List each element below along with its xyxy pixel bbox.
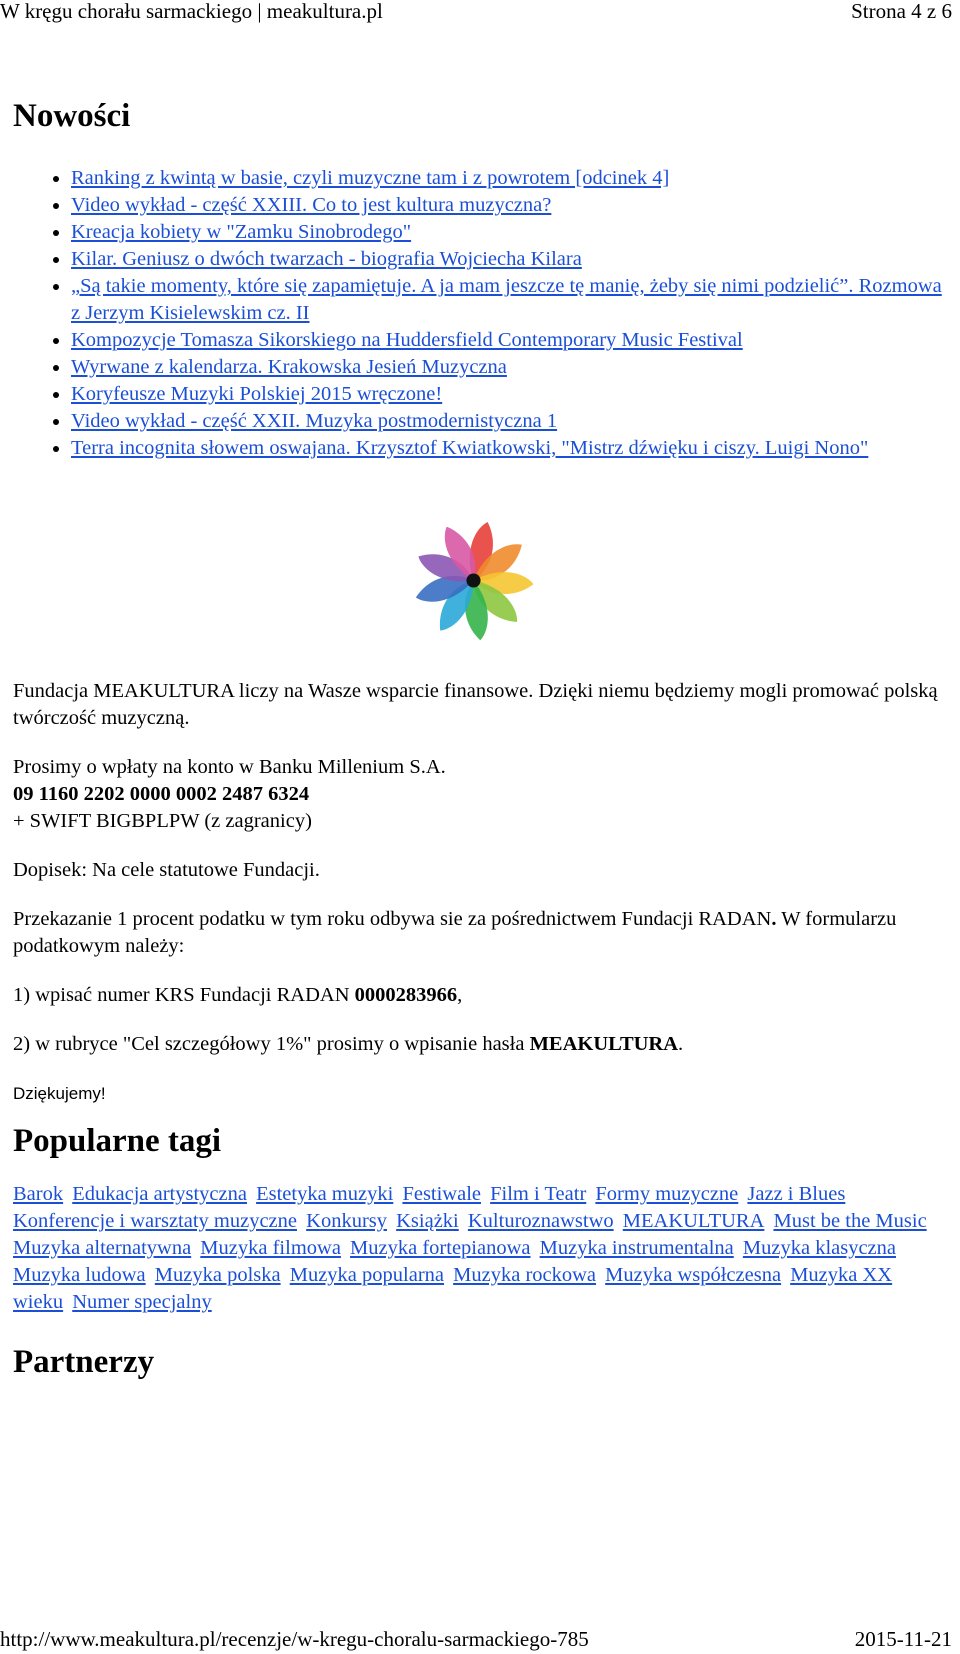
bank-line: Prosimy o wpłaty na konto w Banku Millenium S.A. <box>13 756 446 778</box>
partners-heading: Partnerzy <box>13 1344 155 1380</box>
news-item <box>71 435 943 462</box>
tag-link[interactable]: Muzyka XX wieku <box>13 1264 893 1313</box>
page-number: Strona 4 z 6 <box>851 0 952 23</box>
news-link[interactable]: Koryfeusze Muzyki Polskiej 2015 wręczone! <box>71 383 443 405</box>
news-link[interactable]: Kompozycje Tomasza Sikorskiego na Huddersfield Contemporary Music Festival <box>71 329 743 351</box>
purpose-keyword: MEAKULTURA <box>529 1033 679 1055</box>
tag-link[interactable]: Barok <box>13 1183 64 1205</box>
news-heading: Nowości <box>13 98 131 134</box>
tag-link[interactable]: Kulturoznawstwo <box>467 1210 614 1232</box>
news-link[interactable]: Video wykład - część XXIII. Co to jest kultura muzyczna? <box>71 194 552 216</box>
tag-link[interactable]: Muzyka alternatywna <box>13 1237 192 1259</box>
tag-link[interactable]: Numer specjalny <box>72 1291 212 1313</box>
tag-link[interactable]: Muzyka instrumentalna <box>539 1237 734 1259</box>
news-item <box>71 408 943 435</box>
logo-center <box>466 573 480 587</box>
page-url: http://www.meakultura.pl/recenzje/w-kregu-choralu-sarmackiego-785 <box>0 1627 589 1651</box>
account-number: 09 1160 2202 0000 0002 2487 6324 <box>13 783 310 805</box>
print-footer <box>0 1628 960 1654</box>
news-link[interactable]: Video wykład - część XXII. Muzyka postmodernistyczna 1 <box>71 410 558 432</box>
news-item <box>71 219 943 246</box>
tag-link[interactable]: Must be the Music <box>773 1210 927 1232</box>
tag-link[interactable]: Formy muzyczne <box>595 1183 739 1205</box>
tag-link[interactable]: Muzyka ludowa <box>13 1264 146 1286</box>
tag-link[interactable]: Muzyka współczesna <box>605 1264 782 1286</box>
tax-paragraph <box>13 906 943 960</box>
tag-link[interactable]: Film i Teatr <box>490 1183 587 1205</box>
purpose-text: 2) w rubryce "Cel szczegółowy 1%" prosimy o wpisanie hasła <box>13 1033 530 1055</box>
tax-text: Przekazanie 1 procent podatku w tym roku odbywa sie za pośrednictwem Fundacji RADAN <box>13 908 772 930</box>
tags-heading: Popularne tagi <box>13 1123 222 1159</box>
meakultura-flower-logo-icon <box>411 518 536 643</box>
tag-link[interactable]: Konkursy <box>306 1210 387 1232</box>
tag-link[interactable]: Muzyka rockowa <box>453 1264 597 1286</box>
krs-paragraph <box>13 982 943 1009</box>
tax-text-2: W formularzu podatkowym należy: <box>13 908 897 957</box>
news-link[interactable]: Wyrwane z kalendarza. Krakowska Jesień Muzyczna <box>71 356 507 378</box>
purpose-dot: . <box>678 1033 684 1055</box>
tag-link[interactable]: Muzyka klasyczna <box>742 1237 897 1259</box>
news-link[interactable]: Terra incognita słowem oswajana. Krzysztof Kwiatkowski, "Mistrz dźwięku i ciszy. Luigi Nono" <box>71 437 869 459</box>
tax-dot: . <box>771 908 777 930</box>
tag-link[interactable]: Muzyka polska <box>154 1264 281 1286</box>
news-item <box>71 327 943 354</box>
krs-text: 1) wpisać numer KRS Fundacji RADAN <box>13 984 355 1006</box>
purpose-paragraph <box>13 1031 943 1058</box>
tag-link[interactable]: Jazz i Blues <box>747 1183 846 1205</box>
tag-link[interactable]: Festiwale <box>402 1183 482 1205</box>
news-link[interactable]: Kreacja kobiety w "Zamku Sinobrodego" <box>71 221 412 243</box>
tag-link[interactable]: Muzyka popularna <box>289 1264 445 1286</box>
print-header <box>0 0 960 26</box>
news-item <box>71 246 943 273</box>
thanks-text: Dziękujemy! <box>13 1084 106 1103</box>
krs-number: 0000283966 <box>354 984 458 1006</box>
document-title: W kręgu chorału sarmackiego | meakultura.pl <box>0 0 383 23</box>
tag-cloud <box>13 1181 943 1316</box>
news-item <box>71 165 943 192</box>
tag-link[interactable]: Konferencje i warsztaty muzyczne <box>13 1210 298 1232</box>
tag-link[interactable]: Muzyka filmowa <box>200 1237 341 1259</box>
bank-paragraph <box>13 754 943 835</box>
news-link[interactable]: „Są takie momenty, które się zapamiętuje. A ja mam jeszcze tę manię, żeby się nimi podzielić”. Rozmowa z Jerzym Kisielewskim cz. II <box>71 275 942 324</box>
news-item <box>71 381 943 408</box>
tag-link[interactable]: Muzyka fortepianowa <box>350 1237 531 1259</box>
news-item <box>71 192 943 219</box>
print-date: 2015-11-21 <box>854 1627 952 1651</box>
tag-link[interactable]: Edukacja artystyczna <box>72 1183 247 1205</box>
news-item <box>71 273 943 327</box>
tag-link[interactable]: Książki <box>396 1210 459 1232</box>
news-link[interactable]: Kilar. Geniusz o dwóch twarzach - biografia Wojciecha Kilara <box>71 248 582 270</box>
news-list <box>13 165 943 462</box>
tag-link[interactable]: Estetyka muzyki <box>256 1183 394 1205</box>
news-item <box>71 354 943 381</box>
note-paragraph: Dopisek: Na cele statutowe Fundacji. <box>13 859 320 881</box>
news-link[interactable]: Ranking z kwintą w basie, czyli muzyczne tam i z powrotem [odcinek 4] <box>71 167 670 189</box>
tag-link[interactable]: MEAKULTURA <box>622 1210 765 1232</box>
swift-line: + SWIFT BIGBPLPW (z zagranicy) <box>13 810 312 832</box>
main-content <box>13 96 943 1382</box>
krs-comma: , <box>457 984 463 1006</box>
support-paragraph: Fundacja MEAKULTURA liczy na Wasze wsparcie finansowe. Dzięki niemu będziemy mogli promować polską twórczość muzyczną. <box>13 680 938 729</box>
